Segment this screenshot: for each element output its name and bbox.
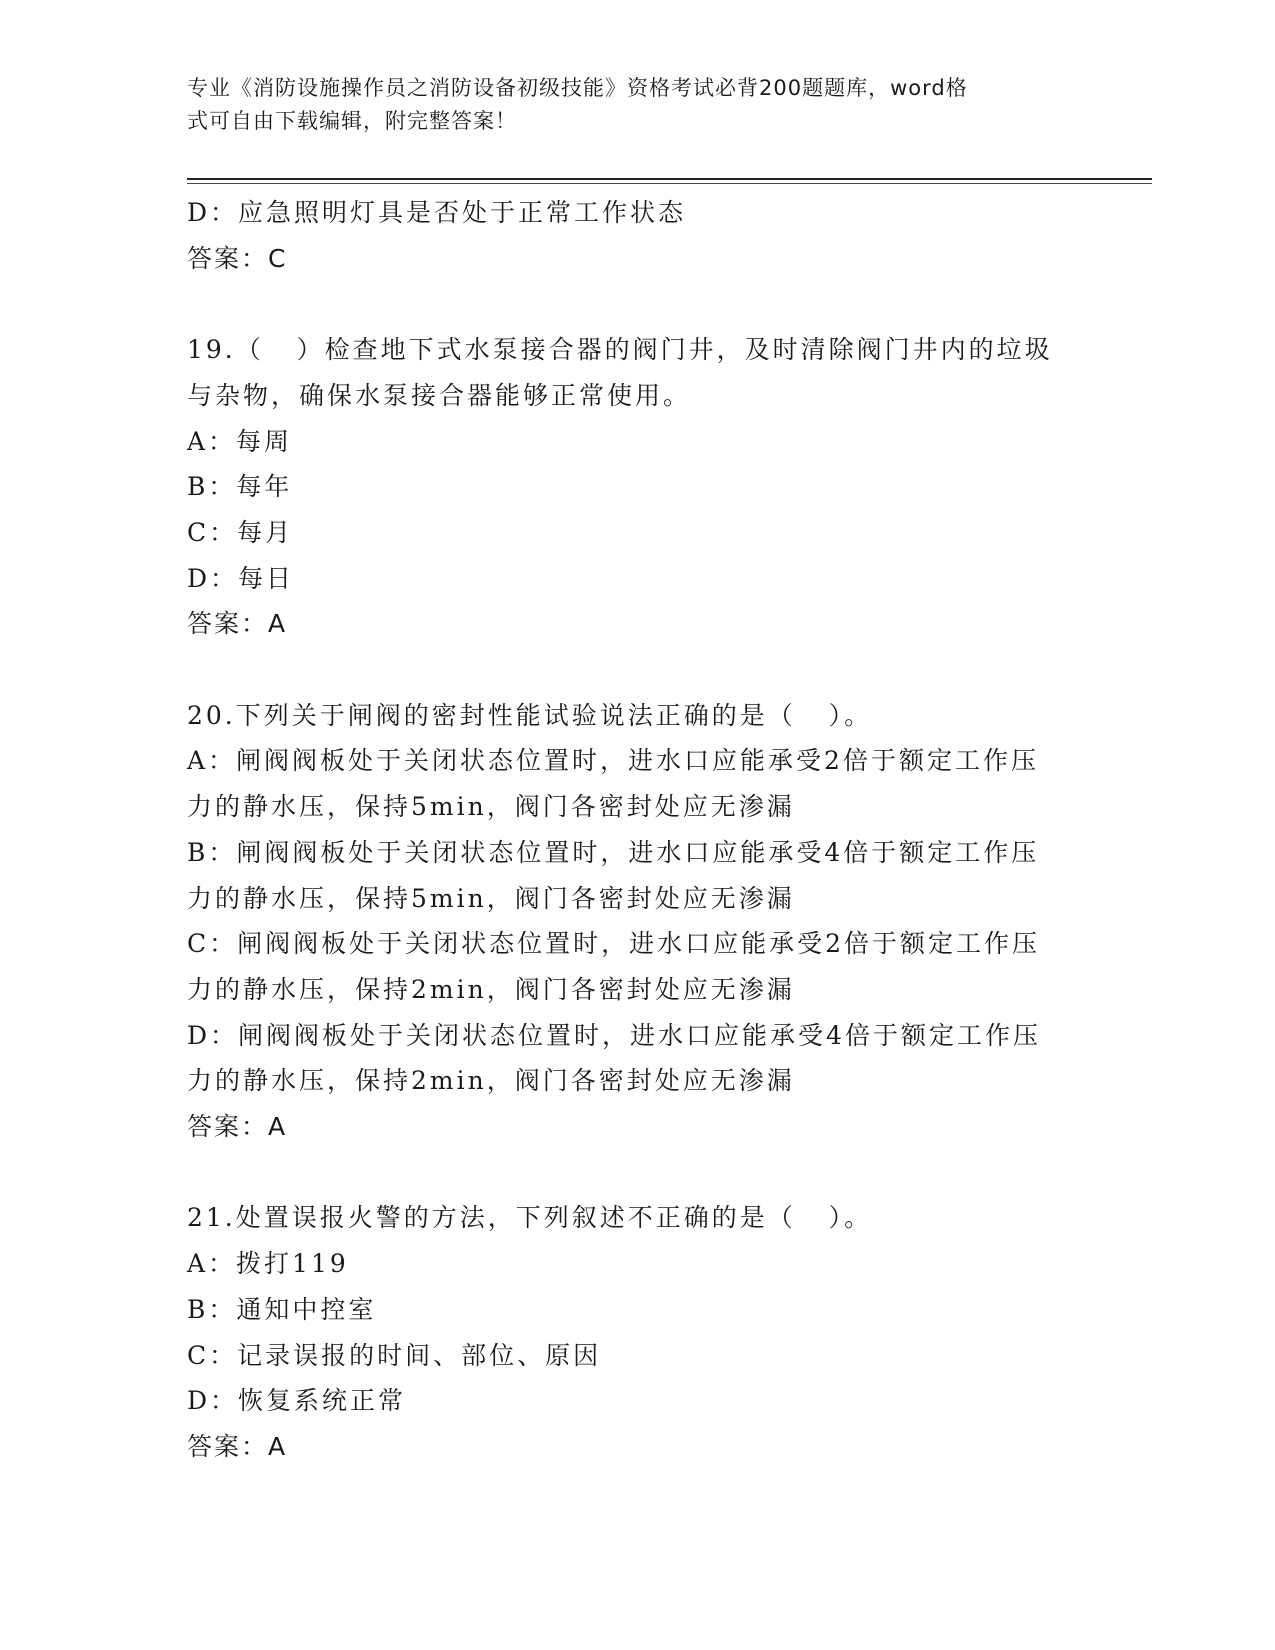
option-d: D：恢复系统正常 [187, 1386, 407, 1416]
option-c-continued: 力的静水压，保持2min，阀门各密封处应无渗漏 [187, 974, 795, 1004]
option-a: A：拨打119 [187, 1249, 349, 1279]
option-b: B：通知中控室 [187, 1294, 377, 1324]
answer-line: 答案：C [187, 243, 288, 273]
option-c: C：闸阀阀板处于关闭状态位置时，进水口应能承受2倍于额定工作压 [187, 929, 1041, 959]
option-d: D：应急照明灯具是否处于正常工作状态 [187, 198, 687, 227]
question-stem-continued: 与杂物，确保水泵接合器能够正常使用。 [187, 380, 692, 410]
spacer [187, 281, 1087, 327]
option-a: A：闸阀阀板处于关闭状态位置时，进水口应能承受2倍于额定工作压 [187, 746, 1039, 776]
spacer [187, 1150, 1087, 1196]
option-d: D：闸阀阀板处于关闭状态位置时，进水口应能承受4倍于额定工作压 [187, 1020, 1041, 1050]
option-a: A：每周 [187, 426, 293, 456]
header-line-2: 式可自由下载编辑，附完整答案！ [187, 109, 517, 133]
answer-line: 答案：A [187, 609, 288, 639]
option-d-continued: 力的静水压，保持2min，阀门各密封处应无渗漏 [187, 1066, 795, 1096]
spacer [187, 647, 1087, 693]
question-stem: 21.处置误报火警的方法，下列叙述不正确的是（ ）。 [187, 1203, 873, 1233]
header-line-1: 专业《消防设施操作员之消防设备初级技能》资格考试必背200题题库，word格 [187, 76, 968, 100]
option-d: D：每日 [187, 563, 295, 593]
question-19 [187, 327, 1087, 647]
option-b-continued: 力的静水压，保持5min，阀门各密封处应无渗漏 [187, 883, 795, 913]
option-b: B：每年 [187, 472, 293, 502]
question-stem: 19.（ ）检查地下式水泵接合器的阀门井，及时清除阀门井内的垃圾 [187, 335, 1053, 365]
answer-line: 答案：A [187, 1431, 288, 1461]
header-divider-thick [187, 178, 1152, 180]
answer-line: 答案：A [187, 1112, 288, 1142]
option-c: C：记录误报的时间、部位、原因 [187, 1340, 602, 1370]
option-c: C：每月 [187, 517, 294, 547]
question-21 [187, 1195, 1087, 1469]
option-b: B：闸阀阀板处于关闭状态位置时，进水口应能承受4倍于额定工作压 [187, 837, 1040, 867]
question-list [187, 190, 1087, 1470]
question-stem: 20.下列关于闸阀的密封性能试验说法正确的是（ ）。 [187, 700, 873, 730]
document-header [187, 72, 1067, 138]
question-20 [187, 693, 1087, 1150]
option-a-continued: 力的静水压，保持5min，阀门各密封处应无渗漏 [187, 792, 795, 822]
header-divider-thin [187, 183, 1152, 184]
question-18-tail [187, 190, 1087, 281]
